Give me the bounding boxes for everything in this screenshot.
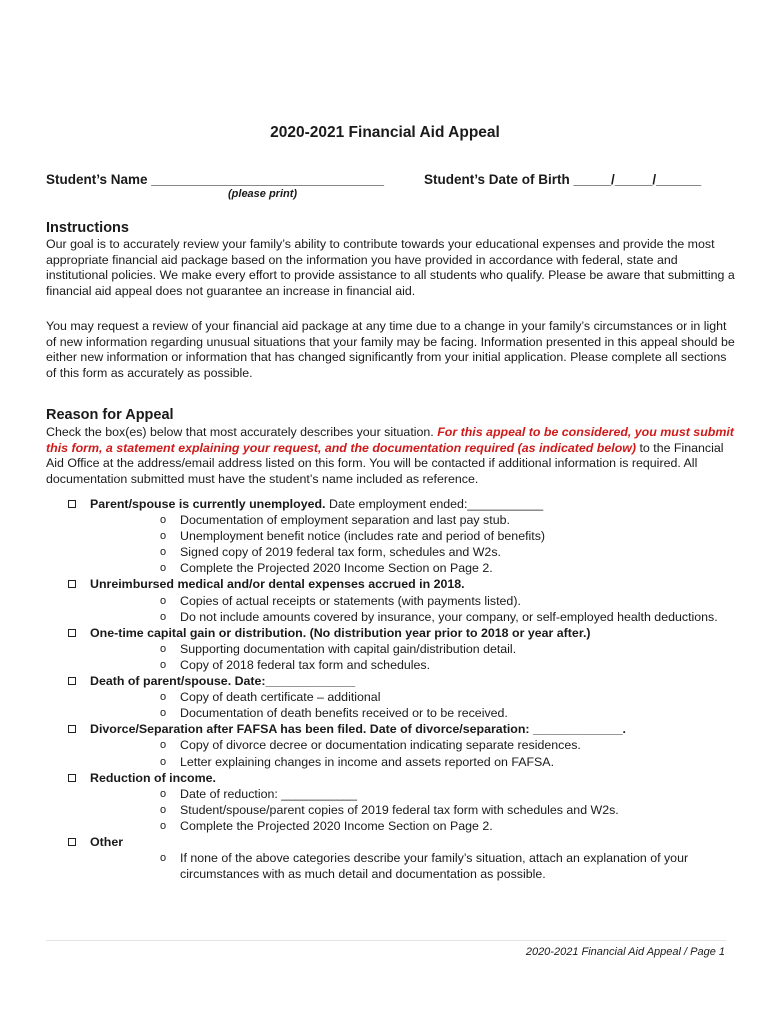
required-doc-item <box>90 705 746 721</box>
checkbox[interactable] <box>68 725 76 733</box>
bullet-icon: o <box>160 707 167 720</box>
reason-item <box>46 834 746 882</box>
required-doc-item <box>90 512 746 528</box>
checkbox[interactable] <box>68 774 76 782</box>
bullet-icon: o <box>160 787 167 800</box>
bullet-icon: o <box>160 691 167 704</box>
required-doc-text: Unemployment benefit notice (includes rate and period of benefits) <box>180 529 546 544</box>
required-docs-list <box>90 737 746 769</box>
required-doc-text: Copy of death certificate – additional <box>180 690 381 705</box>
bullet-icon: o <box>160 658 167 671</box>
checkbox[interactable] <box>68 629 76 637</box>
required-doc-item <box>90 657 746 673</box>
bullet-icon: o <box>160 530 167 543</box>
required-docs-list <box>90 593 746 625</box>
reason-item-label: Divorce/Separation after FAFSA has been filed. Date of divorce/separation: _____________. <box>90 722 626 737</box>
required-doc-text: Do not include amounts covered by insurance, your company, or self-employed health deductions. <box>180 609 718 624</box>
required-doc-text: Complete the Projected 2020 Income Section on Page 2. <box>180 818 493 833</box>
required-doc-text: Copy of 2018 federal tax form and schedules. <box>180 657 431 672</box>
reason-item-label: One-time capital gain or distribution. (No distribution year prior to 2018 or year after.) <box>90 625 591 640</box>
reason-item-label: Death of parent/spouse. Date:_____________ <box>90 674 356 689</box>
required-doc-item <box>90 609 746 625</box>
bullet-icon: o <box>160 755 167 768</box>
student-info-row <box>46 172 726 192</box>
required-doc-item <box>90 560 746 576</box>
page-footer: 2020-2021 Financial Aid Appeal / Page 1 <box>525 946 725 958</box>
required-docs-list <box>90 512 746 576</box>
bullet-icon: o <box>160 642 167 655</box>
reason-item <box>46 576 746 624</box>
checkbox[interactable] <box>68 677 76 685</box>
checkbox[interactable] <box>68 500 76 508</box>
reason-item <box>46 625 746 673</box>
student-name-field[interactable]: Student’s Name _______________________________ <box>46 172 385 187</box>
required-doc-text: If none of the above categories describe your family’s situation, attach an explanation of your circumstances with as much detail and documentation as possible. <box>180 851 689 882</box>
instructions-paragraph-2: You may request a review of your financial aid package at any time due to a change in your family’s circumstances or in light of new information regarding unusual situations that your family may be facing. Information presented in this appeal should be either new information or information that has changed significantly from your initial application. Please complete all sections of this form as accurately as possible. <box>46 319 735 381</box>
reason-item-label: Reduction of income. <box>90 770 216 785</box>
reason-heading: Reason for Appeal <box>46 407 174 423</box>
reason-item-date-field: Date employment ended:___________ <box>325 497 544 511</box>
reason-item <box>46 770 746 834</box>
bullet-icon: o <box>160 514 167 527</box>
instructions-paragraph-1: Our goal is to accurately review your family’s ability to contribute towards your educational expenses and provide the most appropriate financial aid package based on the information you have provided in accordance with federal, state and institutional policies. We make every effort to provide assistance to all students who qualify. Please be aware that submitting a financial aid appeal does not guarantee an increase in financial aid. <box>46 237 735 299</box>
required-doc-item <box>90 737 746 753</box>
required-doc-item <box>90 818 746 834</box>
please-print-note: (please print) <box>228 188 298 200</box>
required-doc-item <box>90 802 746 818</box>
reason-item <box>46 673 746 721</box>
required-docs-list <box>90 689 746 721</box>
reason-item-label: Parent/spouse is currently unemployed. <box>90 497 326 511</box>
reason-item <box>46 496 746 576</box>
bullet-icon: o <box>160 739 167 752</box>
reason-intro <box>46 425 736 488</box>
required-docs-list <box>90 850 746 882</box>
required-docs-list <box>90 786 746 834</box>
reason-item <box>46 721 746 769</box>
required-doc-item <box>90 544 746 560</box>
required-doc-text: Complete the Projected 2020 Income Section on Page 2. <box>180 561 493 576</box>
required-doc-text: Documentation of employment separation and last pay stub. <box>180 513 510 528</box>
required-doc-text: Supporting documentation with capital gain/distribution detail. <box>180 641 517 656</box>
reason-intro-text: Check the box(es) below that most accurately describes your situation. <box>46 425 438 439</box>
checkbox[interactable] <box>68 580 76 588</box>
reason-intro-emphasis: For this appeal to be considered, you must submit this form, a statement explaining your request, and the documentation required (as indicated below) <box>46 425 734 455</box>
required-doc-text: Date of reduction: ___________ <box>180 786 358 801</box>
bullet-icon: o <box>160 594 167 607</box>
required-doc-item <box>90 689 746 705</box>
bullet-icon: o <box>160 546 167 559</box>
bullet-icon: o <box>160 852 167 865</box>
bullet-icon: o <box>160 610 167 623</box>
bullet-icon: o <box>160 819 167 832</box>
required-doc-text: Documentation of death benefits received or to be received. <box>180 706 508 721</box>
student-dob-field[interactable]: Student’s Date of Birth _____/_____/______ <box>424 172 702 187</box>
footer-divider <box>46 940 726 941</box>
required-doc-item <box>90 641 746 657</box>
reason-checklist <box>46 496 746 882</box>
required-doc-item <box>90 593 746 609</box>
required-doc-item <box>90 786 746 802</box>
reason-item-label: Unreimbursed medical and/or dental expenses accrued in 2018. <box>90 577 465 592</box>
required-doc-text: Letter explaining changes in income and assets reported on FAFSA. <box>180 754 555 769</box>
required-doc-text: Student/spouse/parent copies of 2019 federal tax form with schedules and W2s. <box>180 802 619 817</box>
required-doc-item <box>90 850 746 882</box>
reason-item-label: Other <box>90 834 124 849</box>
required-doc-text: Signed copy of 2019 federal tax form, schedules and W2s. <box>180 545 501 560</box>
required-doc-item <box>90 754 746 770</box>
reason-intro-text-end: to the Financial Aid Office at the address/email address listed on this form. You will be contacted if additional information is required. All documentation submitted must have the student’s name included as reference. <box>46 440 724 487</box>
required-docs-list <box>90 641 746 673</box>
required-doc-text: Copy of divorce decree or documentation indicating separate residences. <box>180 738 581 753</box>
required-doc-text: Copies of actual receipts or statements (with payments listed). <box>180 593 521 608</box>
bullet-icon: o <box>160 562 167 575</box>
instructions-heading: Instructions <box>46 220 129 236</box>
required-doc-item <box>90 528 746 544</box>
checkbox[interactable] <box>68 838 76 846</box>
bullet-icon: o <box>160 803 167 816</box>
page-title: 2020-2021 Financial Aid Appeal <box>270 124 500 141</box>
